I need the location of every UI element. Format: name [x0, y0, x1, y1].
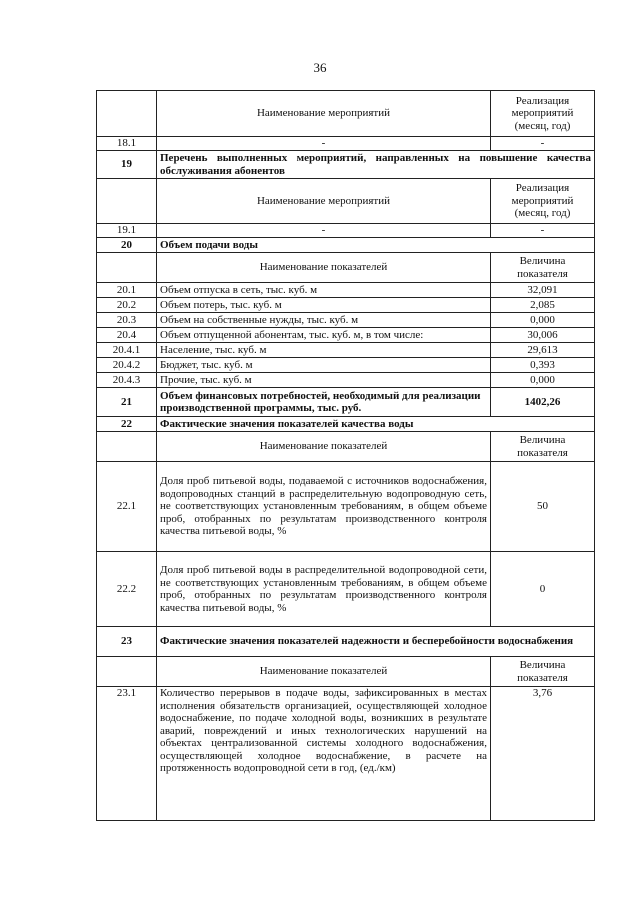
column-header-name: Наименование мероприятий [157, 91, 491, 137]
row-label: Доля проб питьевой воды в распределительной водопроводной сети, не соответствующих установленным требованиям, в общем объеме проб, отобранных по результатам производственного контроля качества питьевой воды, % [157, 552, 491, 627]
row-number: 20.3 [97, 313, 157, 328]
column-header-name: Наименование показателей [157, 432, 491, 462]
table-row [97, 432, 595, 462]
page-number: 36 [313, 60, 327, 75]
row-label: Объем отпущенной абонентам, тыс. куб. м, в том числе: [157, 328, 491, 343]
section-title: Объем подачи воды [157, 238, 595, 253]
table-row [97, 137, 595, 151]
row-value: 0 [491, 552, 595, 627]
column-header-value: Реализация мероприятий (месяц, год) [491, 179, 595, 224]
column-header-value: Величина показателя [491, 432, 595, 462]
row-number: 20.4.1 [97, 343, 157, 358]
row-number [97, 432, 157, 462]
table-row [97, 552, 595, 627]
section-number: 21 [97, 388, 157, 417]
row-label: Количество перерывов в подаче воды, зафиксированных в местах исполнения обязательств организацией, осуществляющей холодное водоснабжение, по подаче холодной воды, возникших в результате аварий, повреждений и иных технологических нарушений на объектах централизованной системы холодного водоснабжения, осуществляющей холодное водоснабжение, в расчете на протяженность водопроводной сети в год, (ед./км) [157, 687, 491, 821]
row-value: 0,393 [491, 358, 595, 373]
table-row [97, 373, 595, 388]
column-header-name: Наименование показателей [157, 657, 491, 687]
row-number: 20.2 [97, 298, 157, 313]
row-number: 22.1 [97, 462, 157, 552]
row-label: Население, тыс. куб. м [157, 343, 491, 358]
table-row [97, 328, 595, 343]
column-header-value: Реализация мероприятий (месяц, год) [491, 91, 595, 137]
table-row [97, 151, 595, 179]
row-value: 0,000 [491, 373, 595, 388]
section-number: 20 [97, 238, 157, 253]
row-number: 18.1 [97, 137, 157, 151]
table-row [97, 224, 595, 238]
row-number: 19.1 [97, 224, 157, 238]
table-row [97, 687, 595, 821]
row-label: Объем потерь, тыс. куб. м [157, 298, 491, 313]
table-row [97, 313, 595, 328]
section-title: Фактические значения показателей качества воды [157, 417, 595, 432]
table-row [97, 253, 595, 283]
table-row [97, 462, 595, 552]
table-row [97, 417, 595, 432]
table-row [97, 657, 595, 687]
row-value: - [491, 224, 595, 238]
section-title: Фактические значения показателей надежности и бесперебойности водоснабжения [157, 627, 595, 657]
report-table [96, 90, 595, 821]
row-label: Прочие, тыс. куб. м [157, 373, 491, 388]
row-number [97, 91, 157, 137]
row-label: Объем отпуска в сеть, тыс. куб. м [157, 283, 491, 298]
table-row [97, 343, 595, 358]
row-value: 32,091 [491, 283, 595, 298]
table-row [97, 238, 595, 253]
row-value: 30,006 [491, 328, 595, 343]
row-label: Доля проб питьевой воды, подаваемой с источников водоснабжения, водопроводных станций в распределительную водопроводную сеть, не соответствующих установленным требованиям, в общем объеме проб, отобранных по результатам производственного контроля качества питьевой воды, % [157, 462, 491, 552]
section-value: 1402,26 [491, 388, 595, 417]
row-value: 0,000 [491, 313, 595, 328]
table-row [97, 298, 595, 313]
column-header-value: Величина показателя [491, 253, 595, 283]
section-number: 22 [97, 417, 157, 432]
row-number: 20.4.3 [97, 373, 157, 388]
table-row [97, 358, 595, 373]
row-number: 20.1 [97, 283, 157, 298]
row-value: - [491, 137, 595, 151]
table-row [97, 179, 595, 224]
section-number: 19 [97, 151, 157, 179]
column-header-name: Наименование мероприятий [157, 179, 491, 224]
row-number: 23.1 [97, 687, 157, 821]
row-number [97, 657, 157, 687]
section-number: 23 [97, 627, 157, 657]
row-label: Бюджет, тыс. куб. м [157, 358, 491, 373]
section-title: Объем финансовых потребностей, необходимый для реализации производственной программы, тыс. руб. [157, 388, 491, 417]
table-row [97, 91, 595, 137]
table-row [97, 627, 595, 657]
row-number [97, 253, 157, 283]
table-row [97, 388, 595, 417]
row-number: 20.4.2 [97, 358, 157, 373]
row-label: Объем на собственные нужды, тыс. куб. м [157, 313, 491, 328]
row-value: 50 [491, 462, 595, 552]
row-value: 29,613 [491, 343, 595, 358]
row-value: 2,085 [491, 298, 595, 313]
section-title: Перечень выполненных мероприятий, направленных на повышение качества обслуживания абонентов [157, 151, 595, 179]
row-number: 22.2 [97, 552, 157, 627]
row-value: 3,76 [491, 687, 595, 821]
row-number [97, 179, 157, 224]
table-row [97, 283, 595, 298]
row-label: - [157, 137, 491, 151]
column-header-name: Наименование показателей [157, 253, 491, 283]
column-header-value: Величина показателя [491, 657, 595, 687]
row-number: 20.4 [97, 328, 157, 343]
row-label: - [157, 224, 491, 238]
